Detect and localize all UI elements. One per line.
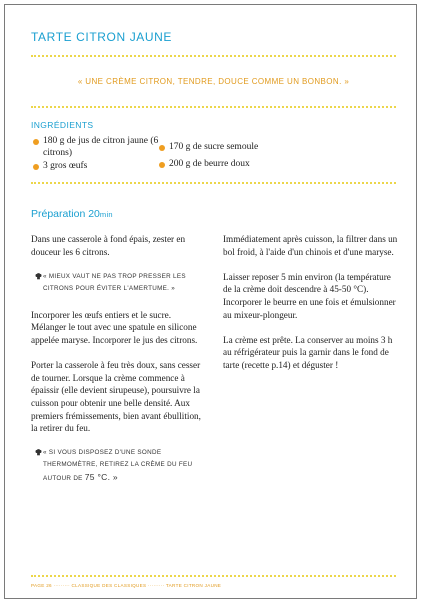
chef-tip: « MIEUX VAUT NE PAS TROP PRESSER LES CITRONS POUR ÉVITER L'AMERTUME. » — [31, 271, 207, 295]
dotted-divider — [31, 106, 396, 108]
steps-column-right — [223, 233, 401, 384]
ingredient-item: 3 gros œufs — [31, 161, 181, 173]
ingredients-heading: INGRÉDIENTS — [31, 120, 94, 130]
step-paragraph: La crème est prête. La conserver au moins 3 h au réfrigérateur puis la garnir dans le fond de tarte (recette p.14) et déguster ! — [223, 334, 393, 370]
recipe-quote: « UNE CRÈME CITRON, TENDRE, DOUCE COMME UN BONBON. » — [77, 77, 350, 86]
bullet-icon — [159, 162, 165, 168]
recipe-page — [4, 4, 417, 599]
preparation-heading: Préparation 20min — [31, 208, 113, 220]
dotted-divider — [31, 55, 396, 57]
ingredient-item: 180 g de jus de citron jaune (6 citrons) — [31, 136, 181, 159]
chef-hat-icon — [35, 273, 42, 280]
step-paragraph: Laisser reposer 5 min environ (la température de la crème doit descendre à 45-50 °C). Incorporer le beurre en une fois et émulsionner au mixeur-plongeur. — [223, 271, 396, 320]
step-paragraph: Incorporer les œufs entiers et le sucre. Mélanger le tout avec une spatule en silicone appelée maryse. Incorporer le jus des citrons. — [31, 309, 198, 345]
ingredient-item: 170 g de sucre semoule — [157, 142, 337, 154]
page-footer: PAGE 26 ········· CLASSIQUE DES CLASSIQUES ········· TARTE CITRON JAUNE — [31, 583, 222, 588]
dotted-divider — [31, 182, 396, 184]
bullet-icon — [33, 164, 39, 170]
ingredients-list-right — [157, 142, 337, 175]
dotted-divider — [31, 575, 396, 577]
bullet-icon — [33, 139, 39, 145]
bullet-icon — [159, 145, 165, 151]
ingredient-item: 200 g de beurre doux — [157, 159, 337, 171]
step-paragraph: Immédiatement après cuisson, la filtrer dans un bol froid, à l'aide d'un chinois et d'une maryse. — [223, 234, 398, 257]
chef-tip: « SI VOUS DISPOSEZ D'UNE SONDE THERMOMÈTRE, RETIREZ LA CRÈME DU FEU AUTOUR DE 75 °C. » — [31, 447, 207, 485]
step-paragraph: Porter la casserole à feu très doux, sans cesser de tourner. Lorsque la crème commence à épaissir (elle devient sirupeuse), poursuivre la cuisson pour obtenir une belle densité. Aux premiers frémissements, bien avant ébullition, la retirer du feu. — [31, 360, 201, 434]
step-paragraph: Dans une casserole à fond épais, zester en douceur les 6 citrons. — [31, 234, 186, 257]
chef-hat-icon — [35, 449, 42, 456]
steps-column-left — [31, 233, 207, 499]
recipe-title: TARTE CITRON JAUNE — [31, 30, 173, 44]
